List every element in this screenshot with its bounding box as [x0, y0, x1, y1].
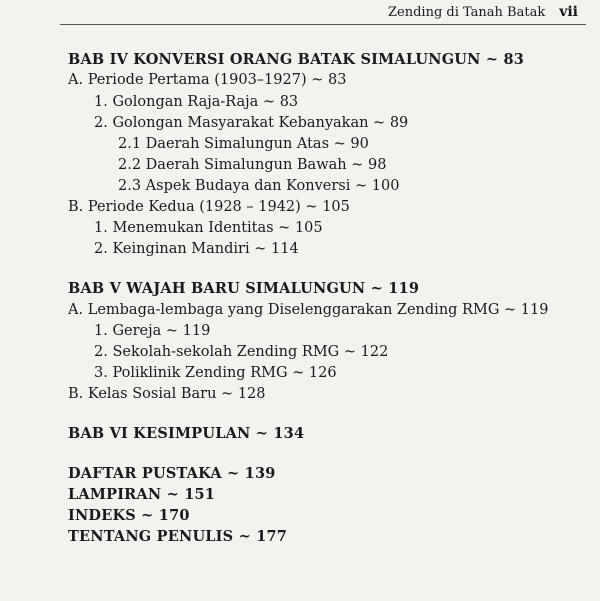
toc-entry: 2.2 Daerah Simalungun Bawah ~ 98 [118, 157, 387, 173]
toc-entry: DAFTAR PUSTAKA ~ 139 [68, 465, 276, 482]
toc-entry: A. Periode Pertama (1903–1927) ~ 83 [68, 72, 347, 88]
toc-entry: TENTANG PENULIS ~ 177 [68, 528, 288, 545]
header-rule [60, 24, 586, 25]
toc-entry: BAB VI KESIMPULAN ~ 134 [68, 425, 305, 442]
toc-entry: INDEKS ~ 170 [68, 507, 190, 524]
toc-entry: B. Kelas Sosial Baru ~ 128 [68, 386, 266, 402]
toc-entry: BAB V WAJAH BARU SIMALUNGUN ~ 119 [68, 280, 420, 297]
page-number: vii [559, 4, 578, 20]
running-title: Zending di Tanah Batak [388, 5, 546, 20]
toc-entry: BAB IV KONVERSI ORANG BATAK SIMALUNGUN ~ 83 [68, 51, 525, 68]
toc-entry: 2.1 Daerah Simalungun Atas ~ 90 [118, 136, 369, 152]
toc-entry: 1. Gereja ~ 119 [94, 323, 211, 339]
toc-entry: A. Lembaga-lembaga yang Diselenggarakan Zending RMG ~ 119 [68, 302, 549, 318]
toc-entry: 2. Sekolah-sekolah Zending RMG ~ 122 [94, 344, 389, 360]
toc-entry: 3. Poliklinik Zending RMG ~ 126 [94, 365, 337, 381]
toc-entry: 2. Golongan Masyarakat Kebanyakan ~ 89 [94, 115, 409, 131]
running-header [388, 4, 578, 20]
toc-entry: 1. Menemukan Identitas ~ 105 [94, 220, 323, 236]
toc-entry: 2. Keinginan Mandiri ~ 114 [94, 241, 299, 257]
toc-entry: LAMPIRAN ~ 151 [68, 486, 216, 503]
toc-entry: 1. Golongan Raja-Raja ~ 83 [94, 94, 299, 110]
toc-entry: 2.3 Aspek Budaya dan Konversi ~ 100 [118, 178, 400, 194]
toc-entry: B. Periode Kedua (1928 – 1942) ~ 105 [68, 199, 350, 215]
